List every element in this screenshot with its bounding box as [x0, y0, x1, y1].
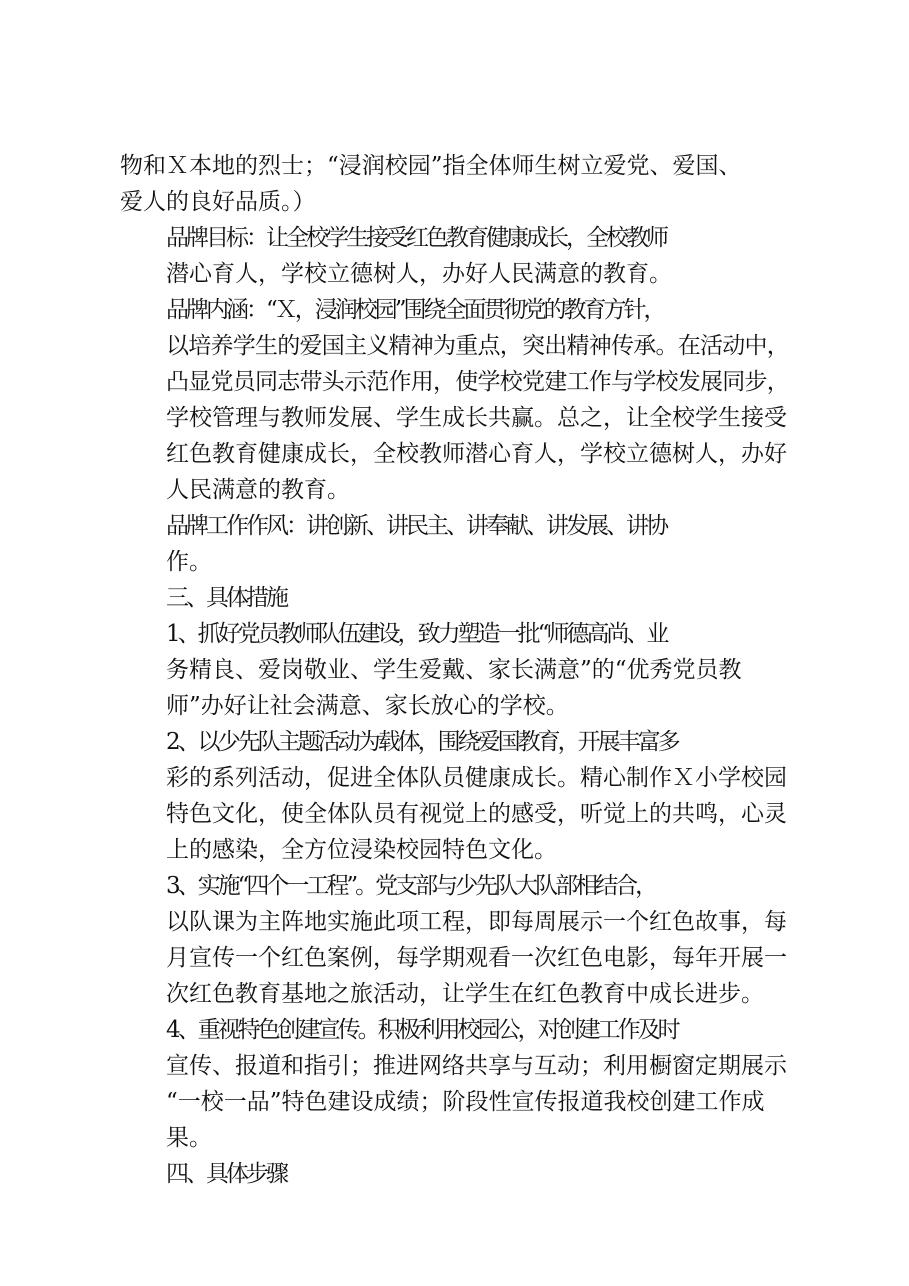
text-line: 宣传、报道和指引；推进网络共享与互动；利用橱窗定期展示 — [166, 1053, 787, 1079]
text-line: 月宣传一个红色案例，每学期观看一次红色电影，每年开展一 — [166, 945, 787, 971]
paragraph-measure-4 — [120, 1012, 792, 1156]
paragraph-brand-connotation — [120, 292, 792, 508]
text-line: 物和Ｘ本地的烈士；“浸润校园”指全体师生树立爱党、爱国、 — [120, 153, 742, 179]
text-line: 品牌工作作风：讲创新、讲民主、讲奉献、讲发展、讲协 — [166, 513, 666, 539]
section-heading-steps — [120, 1156, 792, 1192]
text-line: 上的感染，全方位浸染校园特色文化。 — [166, 837, 557, 863]
paragraph-measure-2 — [120, 724, 792, 868]
paragraph-measure-1 — [120, 616, 792, 724]
text-line: “一校一品”特色建设成绩；阶段性宣传报道我校创建工作成 — [166, 1089, 765, 1115]
paragraph-measure-3 — [120, 868, 792, 1012]
paragraph-shi-lie-continuation — [120, 148, 792, 220]
document-body — [120, 148, 792, 1192]
text-line: 2、以少先队主题活动为载体，围绕爱国教育，开展丰富多 — [166, 729, 678, 755]
text-line: 果。 — [166, 1125, 212, 1151]
text-line: 次红色教育基地之旅活动，让学生在红色教育中成长进步。 — [166, 981, 764, 1007]
text-line: 品牌目标：让全校学生接受红色教育健康成长，全校教师 — [166, 225, 666, 251]
text-line: 四、具体步骤 — [166, 1161, 286, 1187]
text-line: 三、具体措施 — [166, 585, 286, 611]
text-line: 以培养学生的爱国主义精神为重点，突出精神传承。在活动中， — [166, 333, 789, 359]
text-line: 爱人的良好品质。） — [120, 189, 316, 215]
paragraph-brand-style — [120, 508, 792, 580]
text-line: 3、实施“四个一工程”。党支部与少先队大队部相结合， — [166, 873, 656, 899]
text-line: 特色文化，使全体队员有视觉上的感受，听觉上的共鸣，心灵 — [166, 801, 787, 827]
text-line: 4、重视特色创建宣传。积极利用校园公，对创建工作及时 — [166, 1017, 678, 1043]
text-line: 师”办好让社会满意、家长放心的学校。 — [166, 693, 569, 719]
text-line: 潜心育人，学校立德树人，办好人民满意的教育。 — [166, 261, 672, 287]
text-line: 红色教育健康成长，全校教师潜心育人，学校立德树人，办好 — [166, 441, 787, 467]
text-line: 彩的系列活动，促进全体队员健康成长。精心制作Ｘ小学校园 — [166, 765, 787, 791]
text-line: 作。 — [166, 549, 212, 575]
text-line: 以队课为主阵地实施此项工程，即每周展示一个红色故事，每 — [166, 909, 787, 935]
text-line: 学校管理与教师发展、学生成长共赢。总之，让全校学生接受 — [166, 405, 787, 431]
paragraph-brand-goal — [120, 220, 792, 292]
section-heading-measures — [120, 580, 792, 616]
text-line: 人民满意的教育。 — [166, 477, 350, 503]
text-line: 凸显党员同志带头示范作用，使学校党建工作与学校发展同步， — [166, 369, 789, 395]
text-line: 品牌内涵：“Ｘ，浸润校园”围绕全面贯彻党的教育方针， — [166, 297, 664, 323]
text-line: 1、抓好党员教师队伍建设，致力塑造一批“师德高尚、业 — [166, 621, 667, 647]
text-line: 务精良、爱岗敬业、学生爱戴、家长满意”的“优秀党员教 — [166, 657, 742, 683]
